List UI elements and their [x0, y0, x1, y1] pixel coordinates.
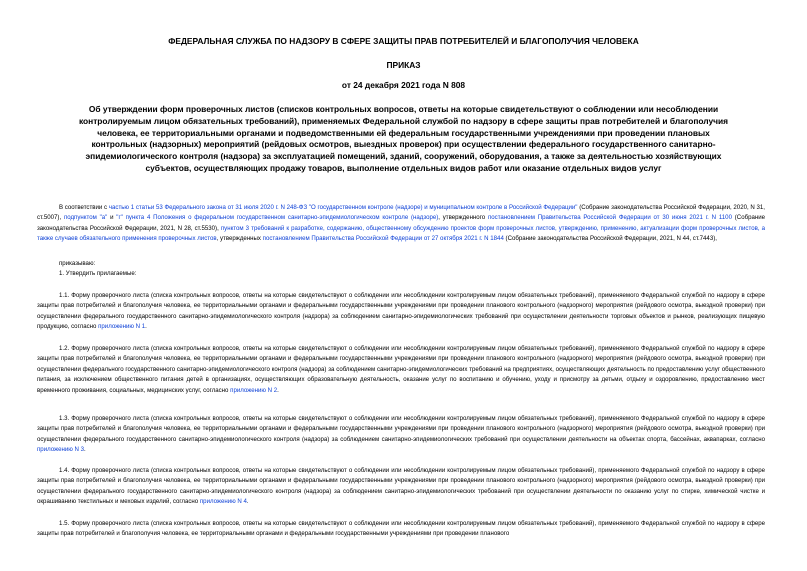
item-text: 1.3. Форму проверочного листа (списка контрольных вопросов, ответы на которые свидетельствуют о соблюдении или несоблюдении контролируемым лицом обязательных требований), применяемого Федеральной службой по надзору в сфере защиты прав потребителей и благополучия человека, ее территориальными органами и федеральными государственными учреждениями при проведении планового контрольного (надзорного) мероприятия (рейдового осмотра, выездной проверки) при осуществлении федерального государственного санитарно-эпидемиологического контроля (надзора) за соблюдением санитарно-эпидемиологических требований при осуществлении деятельности на объектах спорта, бассейнах, аквапарках, согласно [37, 415, 765, 443]
document-title: Об утверждении форм проверочных листов (списков контрольных вопросов, ответы на которые свидетельствуют о соблюдении или несоблюдении контролируемым лицом обязательных требований), применяемых Федеральной службой по надзору в сфере защиты прав потребителей и благополучия человека, ее территориальными органами и подведомственными ей федеральным государственными учреждениями при проведении плановых контрольных (надзорных) мероприятий (рейдовых осмотров, выездных проверок) при осуществлении федерального государственного санитарно-эпидемиологического контроля (надзора) за эксплуатацией помещений, зданий, сооружений, оборудования, а также за деятельностью хозяйствующих субъектов, осуществляющих продажу товаров, выполнение отдельных видов работ или оказание отдельных видов услуг [78, 104, 729, 173]
item-text: 1.5. Форму проверочного листа (списка контрольных вопросов, ответы на которые свидетельствуют о соблюдении или несоблюдении контролируемым лицом обязательных требований), применяемого Федеральной службой по надзору в сфере защиты прав потребителей и благополучия человека, ее территориальными органами и федеральными государственными учреждениями при проведении планового [37, 520, 765, 538]
basis-text-1: В соответствии с [59, 204, 109, 211]
link-appendix-1[interactable]: приложению N 1 [98, 323, 146, 331]
item-end: . [246, 498, 249, 506]
document-type: ПРИКАЗ [386, 60, 421, 70]
basis-text-4: , утвержденного [438, 214, 488, 222]
orders-word-text: приказываю: [59, 260, 96, 267]
link-appendix-2[interactable]: приложению N 2 [230, 386, 278, 394]
basis-text-2: (Собрание законодательства Российской Федерации, 2020, N 31, ст.5007), [37, 204, 765, 222]
item-1-3 [37, 414, 765, 456]
link-subparagraph-a[interactable]: подпунктом "а" [63, 214, 108, 222]
item-end: . [277, 386, 279, 394]
link-appendix-3[interactable]: приложению N 3 [37, 446, 85, 454]
item-text: 1.4. Форму проверочного листа (списка контрольных вопросов, ответы на которые свидетельствуют о соблюдении или несоблюдении контролируемым лицом обязательных требований), применяемого Федеральной службой по надзору в сфере защиты прав потребителей и благополучия человека, ее территориальными органами и федеральными государственными учреждениями при проведении планового контрольного (надзорного) мероприятия (рейдового осмотра, выездной проверки) при осуществлении федерального государственного санитарно-эпидемиологического контроля (надзора) за соблюдением санитарно-эпидемиологических требований при осуществлении деятельности по оказанию услуг по стирке, химической чистке и окрашиванию текстильных и меховых изделий, согласно [37, 467, 765, 506]
basis-text-5: (Собрание законодательства Российской Федерации, 2021, N 28, ст.5530), [37, 214, 766, 232]
document-date-number: от 24 декабря 2021 года N 808 [341, 80, 466, 90]
agency-name: ФЕДЕРАЛЬНАЯ СЛУЖБА ПО НАДЗОРУ В СФЕРЕ ЗАЩИТЫ ПРАВ ПОТРЕБИТЕЛЕЙ И БЛАГОПОЛУЧИЯ ЧЕЛОВЕКА [168, 36, 639, 46]
link-appendix-4[interactable]: приложению N 4 [199, 498, 247, 506]
link-federal-law-248[interactable]: частью 1 статьи 53 Федерального закона от 31 июля 2020 г. N 248-ФЗ "О государственном контроле (надзоре) и муниципальном контроле в Российской Федерации" [108, 204, 578, 211]
basis-text-3: и [107, 214, 117, 222]
link-regulation-item-4[interactable]: "г" пункта 4 Положения о федеральном государственном санитарно-эпидемиологическом контроле (надзоре) [116, 214, 439, 222]
item-1-2 [37, 344, 765, 396]
link-resolution-1844[interactable]: постановлением Правительства Российской Федерации от 27 октября 2021 г. N 1844 [262, 235, 504, 243]
orders-word [37, 259, 765, 269]
basis-paragraph [37, 203, 765, 245]
approve-text: 1. Утвердить прилагаемые: [59, 270, 137, 277]
basis-text-6: , утвержденных [216, 235, 263, 243]
item-text: 1.2. Форму проверочного листа (списка контрольных вопросов, ответы на которые свидетельствуют о соблюдении или несоблюдении контролируемым лицом обязательных требований), применяемого Федеральной службой по надзору в сфере защиты прав потребителей и благополучия человека, ее территориальными органами и федеральными государственными учреждениями при проведении планового контрольного (надзорного) мероприятия (рейдового осмотра, выездной проверки) при осуществлении федерального государственного санитарно-эпидемиологического контроля (надзора) за соблюдением санитарно-эпидемиологических требований на предприятиях, осуществляющих деятельность по предоставлению услуг общественного питания, за исключением общественного питания детей в организациях, осуществляющих образовательную деятельность, оказание услуг по воспитанию и обучению, уходу и присмотру за детьми, отдыху и оздоровлению, предоставлению мест временного проживания, социальных, медицинских услуг, согласно [37, 345, 765, 394]
item-1-4 [37, 466, 765, 508]
item-1-1 [37, 291, 765, 333]
link-resolution-1100[interactable]: постановлением Правительства Российской Федерации от 30 июня 2021 г. N 1100 [487, 214, 732, 222]
basis-text-7: (Собрание законодательства Российской Федерации, 2021, N 44, ст.7443), [503, 235, 717, 243]
link-requirements-item-3[interactable]: пунктом 3 требований к разработке, содержанию, общественному обсуждению проектов форм проверочных листов, утверждению, применению, актуализации форм проверочных листов, а также случаев обязательного применения проверочных листов [37, 224, 765, 243]
approve-paragraph [37, 269, 765, 279]
item-end: . [84, 446, 86, 454]
item-text: 1.1. Форму проверочного листа (списка контрольных вопросов, ответы на которые свидетельствуют о соблюдении или несоблюдении контролируемым лицом обязательных требований), применяемого Федеральной службой по надзору в сфере защиты прав потребителей и благополучия человека, ее территориальными органами и федеральными государственными учреждениями при проведении планового контрольного (надзорного) мероприятия (рейдового осмотра, выездной проверки) при осуществлении федерального государственного санитарно-эпидемиологического контроля (надзора) за соблюдением санитарно-эпидемиологических требований при осуществлении деятельности торговых объектов и рынков, реализующих пищевую продукцию, согласно [37, 292, 765, 331]
item-1-5 [37, 519, 765, 540]
item-end: . [145, 323, 147, 331]
